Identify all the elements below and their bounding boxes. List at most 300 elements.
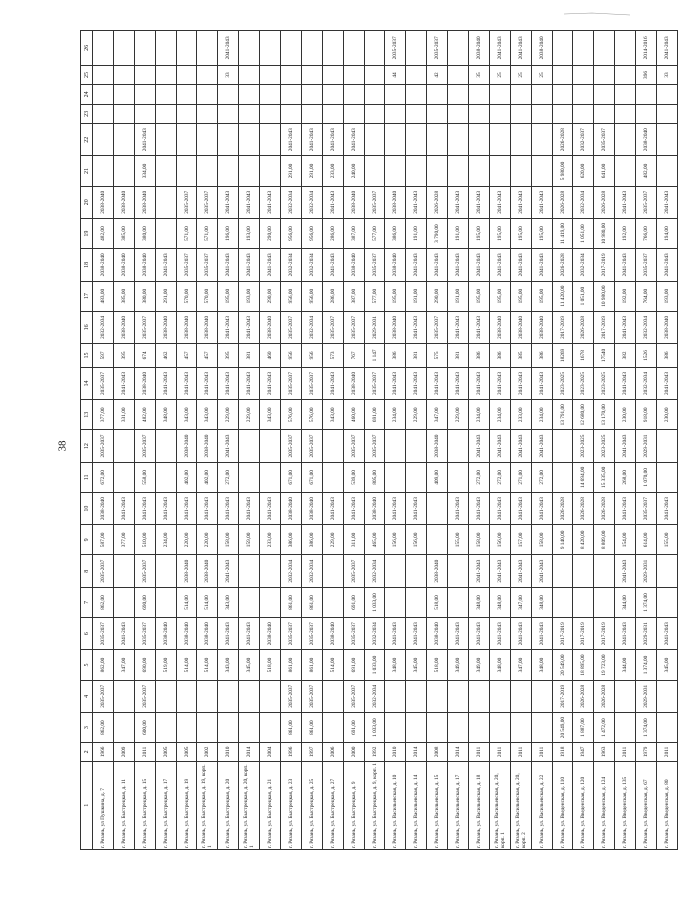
table-cell: 20 549,00	[552, 712, 573, 742]
table-cell: 2041-2043	[406, 492, 427, 524]
table-cell: 8 809,00	[594, 525, 615, 555]
table-cell: 2014	[406, 743, 427, 761]
table-cell	[406, 462, 427, 492]
table-cell: 483,00	[93, 281, 114, 311]
table-cell: 348,00	[531, 587, 552, 617]
table-cell	[134, 104, 155, 123]
table-cell: 2038-2040	[93, 492, 114, 524]
table-cell: 691,00	[343, 587, 364, 617]
table-cell: 229,00	[322, 525, 343, 555]
table-row	[93, 31, 114, 850]
table-cell: 17540	[594, 344, 615, 368]
table-cell: 2038-2040	[281, 492, 302, 524]
table-cell: 805,00	[364, 462, 385, 492]
table-cell: 2041-2043	[531, 249, 552, 281]
header-cell: 10	[81, 492, 93, 524]
table-cell: 2041-2043	[406, 618, 427, 650]
table-cell: 2004	[260, 743, 281, 761]
table-cell: 2035-2037	[93, 680, 114, 712]
table-cell: 2029-2031	[364, 311, 385, 343]
table-cell	[260, 462, 281, 492]
table-cell: 2041-2043	[197, 492, 218, 524]
table-cell: 348,00	[531, 650, 552, 680]
header-cell: 23	[81, 104, 93, 123]
table-cell: 767	[343, 344, 364, 368]
table-cell: 2008	[427, 743, 448, 761]
table-cell	[489, 156, 510, 186]
table-cell: 2041-2043	[113, 367, 134, 399]
table-cell: 2038-2040	[510, 311, 531, 343]
table-cell: 1996	[281, 743, 302, 761]
header-cell: 6	[81, 618, 93, 650]
table-cell	[469, 712, 490, 742]
table-cell: 2041-2043	[218, 367, 239, 399]
table-cell: 2032-2034	[364, 555, 385, 587]
table-cell: 348,00	[385, 650, 406, 680]
table-cell	[155, 430, 176, 462]
table-cell: 2038-2040	[197, 311, 218, 343]
table-cell: 311,00	[343, 525, 364, 555]
table-cell	[197, 31, 218, 66]
table-cell: 192,00	[615, 218, 636, 248]
table-cell: 2041-2043	[469, 492, 490, 524]
table-cell: 2041-2043	[427, 367, 448, 399]
table-cell	[281, 85, 302, 104]
table-cell	[489, 85, 510, 104]
table-cell: 518,00	[427, 587, 448, 617]
table-cell: 2041-2043	[134, 492, 155, 524]
table-cell: 672,00	[93, 462, 114, 492]
table-cell: 347,00	[510, 650, 531, 680]
table-cell: 600,00	[134, 712, 155, 742]
table-cell: 2038-2040	[343, 367, 364, 399]
table-cell: 514,00	[176, 587, 197, 617]
table-cell: 2026-2028	[427, 186, 448, 218]
table-cell	[218, 85, 239, 104]
table-cell: 195,00	[489, 218, 510, 248]
table-cell: 2035-2037	[197, 186, 218, 218]
table-cell: 386,00	[301, 525, 322, 555]
table-cell: 381	[239, 344, 260, 368]
table-cell: 155,00	[448, 525, 469, 555]
table-cell: 2041-2043	[489, 186, 510, 218]
table-cell	[343, 31, 364, 66]
table-cell	[531, 104, 552, 123]
address-cell: г. Рязань, ул. Быстрецкая, д. 9	[343, 761, 364, 849]
table-cell: 195,00	[489, 281, 510, 311]
table-cell: 2041-2043	[615, 311, 636, 343]
table-cell	[176, 156, 197, 186]
table-cell: 272,00	[218, 462, 239, 492]
table-cell: 193,00	[239, 281, 260, 311]
table-cell: 331,00	[113, 400, 134, 430]
table-cell: 2041-2043	[510, 555, 531, 587]
table-cell: 2038-2040	[469, 31, 490, 66]
table-cell	[531, 712, 552, 742]
table-cell: 1 374,00	[636, 650, 657, 680]
table-row	[615, 31, 636, 850]
table-cell: 347,00	[113, 650, 134, 680]
table-cell	[260, 65, 281, 84]
table-cell: 861,00	[301, 587, 322, 617]
table-cell: 386	[469, 344, 490, 368]
table-cell: 2011	[510, 743, 531, 761]
table-cell: 220,00	[176, 525, 197, 555]
table-cell: 33	[218, 65, 239, 84]
table-cell: 290,00	[260, 281, 281, 311]
table-cell	[155, 31, 176, 66]
table-cell: 1 374,00	[636, 712, 657, 742]
table-cell: 2038-2040	[636, 124, 657, 156]
table-cell: 2010	[385, 743, 406, 761]
table-cell: 2017-2019	[573, 618, 594, 650]
table-cell: 3 790,00	[427, 218, 448, 248]
table-row	[364, 31, 385, 850]
table-cell: 380,00	[134, 218, 155, 248]
table-cell: 1997	[301, 743, 322, 761]
table-cell: 2006	[322, 743, 343, 761]
table-cell: 2041-2043	[469, 311, 490, 343]
table-cell	[155, 587, 176, 617]
table-cell: 690,00	[134, 587, 155, 617]
table-cell: 2009	[113, 743, 134, 761]
table-cell: 386	[489, 344, 510, 368]
table-cell: 386	[657, 344, 678, 368]
table-cell: 2041-2043	[155, 249, 176, 281]
table-cell	[239, 462, 260, 492]
table-cell	[322, 31, 343, 66]
address-cell: г. Рязань, ул. Васильевская, д. 17	[448, 761, 469, 849]
table-cell	[552, 462, 573, 492]
table-cell	[260, 85, 281, 104]
table-cell	[197, 712, 218, 742]
table-cell	[406, 31, 427, 66]
table-cell	[343, 85, 364, 104]
table-cell: 1918	[552, 743, 573, 761]
table-cell: 2026-2028	[573, 492, 594, 524]
table-cell: 395	[113, 344, 134, 368]
table-cell	[657, 680, 678, 712]
table-cell	[469, 156, 490, 186]
table-cell	[573, 31, 594, 66]
table-cell	[93, 65, 114, 84]
table-cell: 35	[469, 65, 490, 84]
table-cell: 193,00	[657, 281, 678, 311]
table-cell: 195,00	[510, 218, 531, 248]
address-cell: г. Рязань, ул. Быстрецкая, д. 19, корп. 1	[197, 761, 218, 849]
table-cell: 234,00	[469, 400, 490, 430]
table-cell: 2041-2043	[531, 367, 552, 399]
table-row	[636, 31, 657, 850]
table-cell	[406, 555, 427, 587]
header-cell: 24	[81, 85, 93, 104]
table-cell: 2038-2040	[489, 311, 510, 343]
table-cell: 159,00	[239, 525, 260, 555]
table-cell: 233,00	[322, 156, 343, 186]
table-cell	[427, 124, 448, 156]
table-cell	[113, 587, 134, 617]
table-cell	[385, 124, 406, 156]
address-cell: г. Рязань, ул. Введенская, д. 120	[573, 761, 594, 849]
table-cell: 2041-2043	[489, 618, 510, 650]
table-cell: 386	[385, 344, 406, 368]
table-cell: 518,00	[427, 650, 448, 680]
table-cell: 229,00	[406, 400, 427, 430]
table-cell	[594, 104, 615, 123]
table-cell: 195,00	[510, 281, 531, 311]
table-cell: 691,00	[343, 650, 364, 680]
table-cell	[552, 430, 573, 462]
table-cell: 2041-2043	[615, 430, 636, 462]
table-cell: 234,00	[385, 400, 406, 430]
table-cell: 2023-2025	[573, 430, 594, 462]
table-cell: 1 051,00	[573, 281, 594, 311]
table-cell: 386,00	[281, 525, 302, 555]
table-cell	[176, 680, 197, 712]
table-cell: 2023-2025	[573, 367, 594, 399]
table-cell: 191,00	[448, 281, 469, 311]
table-cell: 2035-2037	[134, 311, 155, 343]
table-cell	[427, 712, 448, 742]
header-cell: 3	[81, 712, 93, 742]
table-cell: 457	[176, 344, 197, 368]
table-cell: 671,00	[301, 462, 322, 492]
header-cell: 7	[81, 587, 93, 617]
table-cell: 343,00	[176, 400, 197, 430]
table-cell	[657, 462, 678, 492]
table-cell	[552, 85, 573, 104]
table-cell: 154,00	[615, 525, 636, 555]
address-cell: г. Рязань, ул Пушкина, д. 7	[93, 761, 114, 849]
table-cell: 1992	[364, 743, 385, 761]
table-cell: 2041-2043	[448, 618, 469, 650]
table-cell	[155, 680, 176, 712]
table-cell: 2041-2043	[657, 31, 678, 66]
table-cell: 2035-2037	[134, 618, 155, 650]
table-cell: 2038-2040	[385, 249, 406, 281]
table-cell: 1 887,00	[573, 712, 594, 742]
table-cell	[197, 124, 218, 156]
table-cell: 1 051,00	[573, 218, 594, 248]
table-cell: 2035-2037	[281, 680, 302, 712]
table-cell: 349,00	[448, 650, 469, 680]
table-cell	[197, 65, 218, 84]
table-cell: 230,00	[615, 400, 636, 430]
table-cell: 2041-2043	[657, 618, 678, 650]
table-cell: 674	[134, 344, 155, 368]
table-cell: 343,00	[197, 400, 218, 430]
table-cell	[427, 525, 448, 555]
table-cell	[155, 65, 176, 84]
address-cell: г. Рязань, ул. Васильевская, д. 20, корп. 1	[489, 761, 510, 849]
table-cell: 344,00	[615, 650, 636, 680]
table-cell	[322, 462, 343, 492]
table-cell: 2032-2034	[364, 618, 385, 650]
table-cell	[239, 430, 260, 462]
table-cell: 956	[281, 344, 302, 368]
table-cell: 2023-2025	[594, 367, 615, 399]
table-cell: 2032-2034	[636, 367, 657, 399]
table-cell	[469, 85, 490, 104]
table-cell: 2035-2037	[364, 367, 385, 399]
header-cell: 13	[81, 400, 93, 430]
table-cell: 2038-2040	[301, 492, 322, 524]
table-cell: 2038-2040	[176, 555, 197, 587]
table-cell: 348,00	[155, 400, 176, 430]
table-cell	[260, 712, 281, 742]
table-cell: 2041-2043	[218, 492, 239, 524]
table-cell: 402,00	[197, 462, 218, 492]
table-cell: 862,00	[93, 650, 114, 680]
table-cell	[239, 712, 260, 742]
table-cell	[364, 124, 385, 156]
table-cell	[155, 712, 176, 742]
table-cell: 345,00	[239, 650, 260, 680]
table-cell	[176, 31, 197, 66]
table-cell: 271,00	[510, 462, 531, 492]
table-cell: 2035-2037	[176, 186, 197, 218]
table-cell	[427, 492, 448, 524]
table-cell: 641,00	[594, 156, 615, 186]
table-cell	[552, 587, 573, 617]
table-cell	[155, 156, 176, 186]
table-cell: 291,00	[281, 156, 302, 186]
table-cell	[657, 156, 678, 186]
table-cell: 671,00	[281, 462, 302, 492]
address-cell: г. Рязань, ул. Введенская, д. 110	[552, 761, 573, 849]
table-cell	[218, 124, 239, 156]
table-cell: 766,00	[636, 218, 657, 248]
table-cell: 2041-2043	[239, 618, 260, 650]
table-cell: 2010	[218, 743, 239, 761]
table-cell: 2041-2043	[448, 367, 469, 399]
table-cell	[448, 555, 469, 587]
table-cell: 380,00	[134, 281, 155, 311]
table-cell: 1979	[636, 743, 657, 761]
table-cell: 2035-2037	[301, 430, 322, 462]
table-cell: 2041-2043	[385, 367, 406, 399]
table-cell: 2014	[448, 743, 469, 761]
table-cell: 2026-2028	[552, 492, 573, 524]
table-cell: 956,00	[301, 218, 322, 248]
table-cell: 956,00	[281, 218, 302, 248]
table-cell: 349,00	[469, 650, 490, 680]
table-cell	[469, 124, 490, 156]
table-cell: 2035-2037	[93, 555, 114, 587]
table-cell: 2032-2034	[301, 311, 322, 343]
table-cell: 2035-2037	[93, 618, 114, 650]
table-cell	[573, 85, 594, 104]
table-cell	[448, 31, 469, 66]
table-cell: 1526	[636, 344, 657, 368]
table-cell: 2041-2043	[260, 249, 281, 281]
table-cell	[406, 587, 427, 617]
table-cell: 12 680,00	[573, 400, 594, 430]
table-cell	[448, 124, 469, 156]
table-cell: 2041-2043	[239, 367, 260, 399]
table-cell	[615, 712, 636, 742]
table-cell: 2026-2028	[552, 186, 573, 218]
header-cell: 1	[81, 761, 93, 849]
table-cell: 385,00	[113, 218, 134, 248]
table-cell: 20 549,00	[552, 650, 573, 680]
table-cell: 11 420,00	[552, 281, 573, 311]
table-cell: 2035-2037	[134, 430, 155, 462]
table-cell: 191,00	[406, 218, 427, 248]
table-cell: 2038-2040	[134, 186, 155, 218]
table-row	[406, 31, 427, 850]
table-cell	[615, 31, 636, 66]
table-cell: 2035-2037	[636, 249, 657, 281]
table-cell: 2038-2040	[197, 430, 218, 462]
header-cell: 18	[81, 249, 93, 281]
header-cell: 8	[81, 555, 93, 587]
table-cell	[197, 104, 218, 123]
table-cell	[448, 712, 469, 742]
table-cell: 2041-2043	[469, 249, 490, 281]
table-cell: 234,00	[155, 525, 176, 555]
table-row	[510, 31, 531, 850]
table-cell	[385, 156, 406, 186]
table-cell	[260, 156, 281, 186]
table-cell: 2041-2043	[239, 311, 260, 343]
table-cell: 381	[448, 344, 469, 368]
table-cell: 229,00	[448, 400, 469, 430]
table-cell: 571,00	[176, 218, 197, 248]
table-cell: 191,00	[406, 281, 427, 311]
table-cell	[594, 65, 615, 84]
address-cell: г. Рязань, ул. Введенская, д. 124	[594, 761, 615, 849]
table-cell: 2035-2037	[134, 680, 155, 712]
table-cell	[385, 680, 406, 712]
table-cell	[448, 462, 469, 492]
table-cell: 2041-2043	[239, 186, 260, 218]
header-cell: 17	[81, 281, 93, 311]
table-cell: 2041-2043	[448, 186, 469, 218]
table-cell: 286,00	[322, 218, 343, 248]
table-cell: 514,00	[322, 650, 343, 680]
table-cell	[239, 104, 260, 123]
table-cell	[260, 555, 281, 587]
table-cell: 272,00	[531, 462, 552, 492]
table-cell: 2038-2040	[322, 618, 343, 650]
table-cell: 2035-2037	[427, 31, 448, 66]
table-cell: 2041-2043	[531, 555, 552, 587]
table-cell	[113, 555, 134, 587]
table-cell: 2023-2025	[594, 430, 615, 462]
table-cell: 2029-2031	[636, 618, 657, 650]
table-cell: 577,00	[364, 218, 385, 248]
table-cell	[469, 680, 490, 712]
table-cell: 156,00	[385, 525, 406, 555]
table-cell: 2041-2043	[176, 492, 197, 524]
table-cell: 2038-2040	[427, 430, 448, 462]
table-cell: 2041-2043	[218, 249, 239, 281]
table-cell: 13 170,00	[594, 400, 615, 430]
table-cell: 272,00	[469, 462, 490, 492]
table-cell: 2038-2040	[343, 249, 364, 281]
table-cell	[343, 65, 364, 84]
table-cell: 1963	[594, 743, 615, 761]
table-cell	[657, 555, 678, 587]
table-cell: 862,00	[93, 712, 114, 742]
table-cell: 2035-2037	[343, 618, 364, 650]
address-cell: г. Рязань, ул. Васильевская, д. 14	[406, 761, 427, 849]
table-cell: 1 070,00	[636, 462, 657, 492]
table-cell: 192,00	[615, 281, 636, 311]
table-cell	[322, 65, 343, 84]
table-cell: 195,00	[531, 281, 552, 311]
